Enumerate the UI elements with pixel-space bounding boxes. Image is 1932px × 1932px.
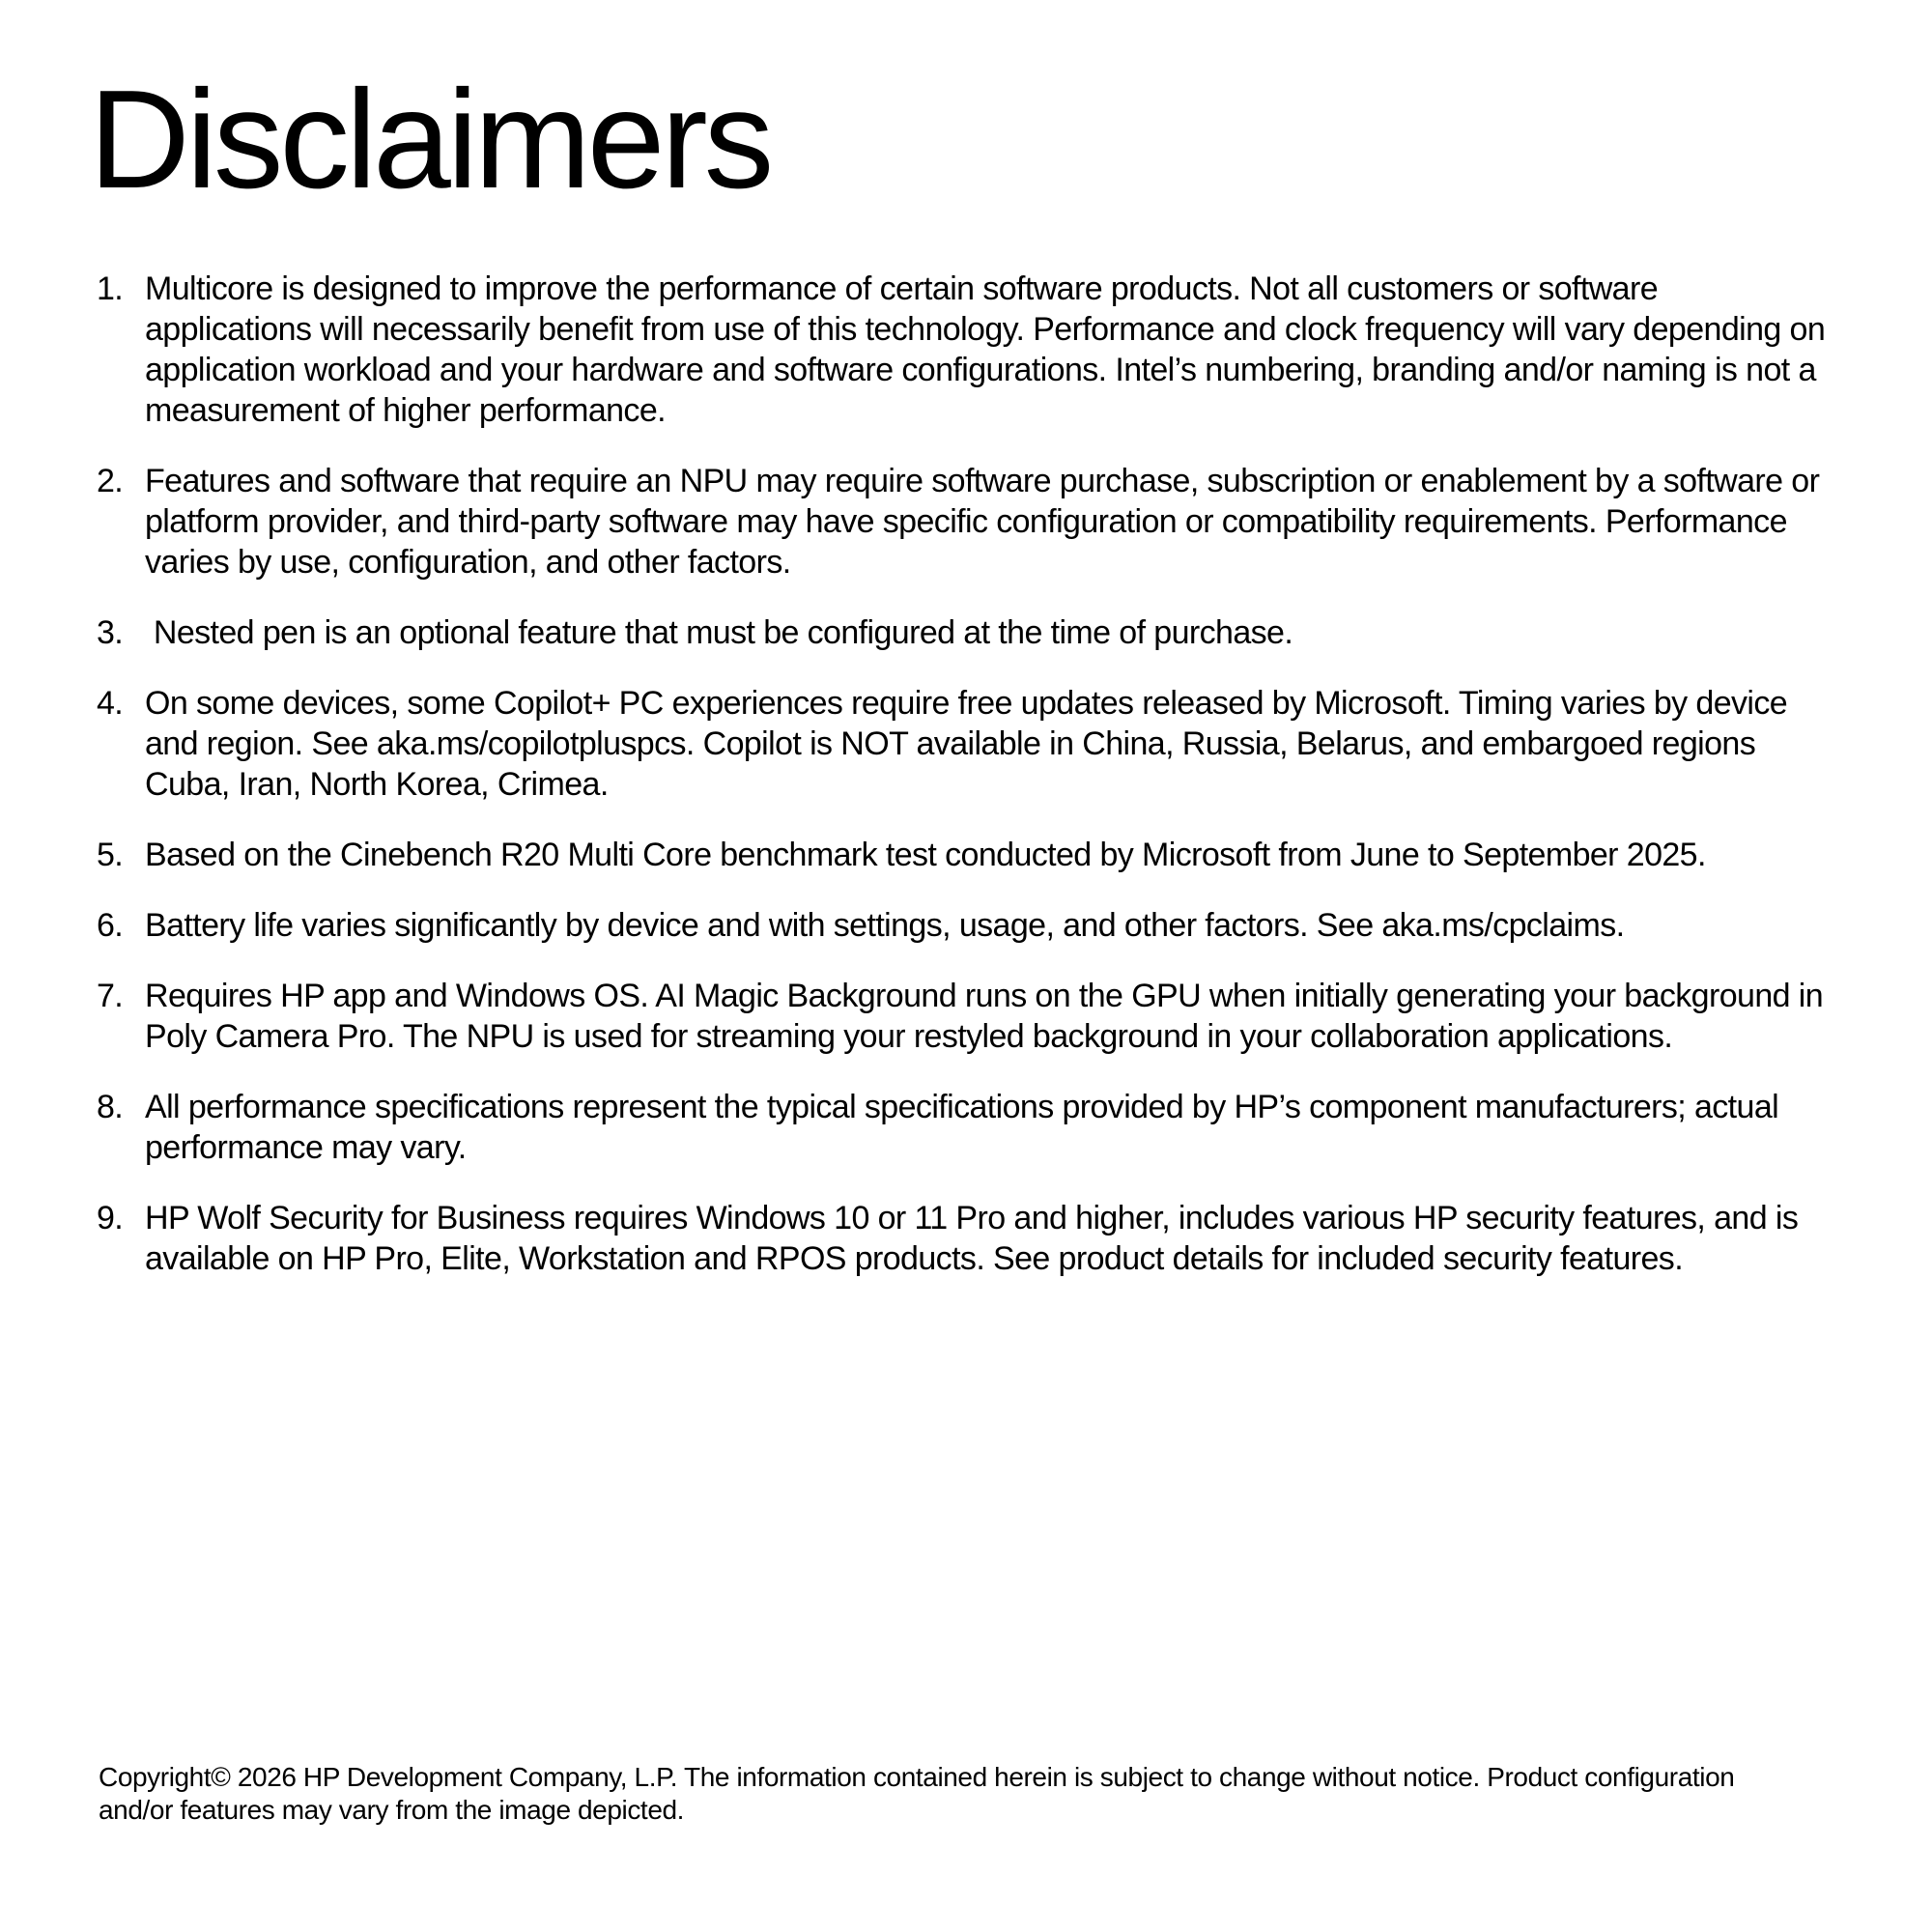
item-text: All performance specifications represent the typical specifications provided by HP’s component manufacturers; actual performance may vary.	[145, 1089, 1779, 1166]
disclaimer-item-9	[97, 1198, 1826, 1279]
item-number: 1.	[97, 270, 124, 307]
item-number: 3.	[97, 614, 124, 651]
disclaimer-item-5	[97, 835, 1826, 875]
page-title: Disclaimers	[89, 61, 771, 217]
item-number: 5.	[97, 837, 124, 873]
disclaimer-item-7	[97, 976, 1826, 1057]
disclaimer-item-6	[97, 905, 1826, 946]
item-text: Requires HP app and Windows OS. AI Magic Background runs on the GPU when initially generating your background in Poly Camera Pro. The NPU is used for streaming your restyled background in your collaboration applications.	[145, 978, 1824, 1055]
item-text: Based on the Cinebench R20 Multi Core benchmark test conducted by Microsoft from June to September 2025.	[145, 837, 1706, 873]
disclaimer-item-3	[97, 612, 1826, 653]
item-number: 8.	[97, 1089, 124, 1125]
disclaimer-item-2	[97, 461, 1826, 582]
item-text: Multicore is designed to improve the performance of certain software products. Not all customers or software applications will necessarily benefit from use of this technology. Performance and clock frequency will vary depending on application workload and your hardware and software configurations. Intel’s numbering, branding and/or naming is not a measurement of higher performance.	[145, 270, 1826, 429]
item-text: Features and software that require an NPU may require software purchase, subscription or enablement by a software or platform provider, and third-party software may have specific configuration or compatibility requirements. Performance varies by use, configuration, and other factors.	[145, 463, 1820, 581]
item-text: Battery life varies significantly by device and with settings, usage, and other factors. See aka.ms/cpclaims.	[145, 907, 1625, 944]
disclaimer-item-4	[97, 683, 1826, 805]
item-text: On some devices, some Copilot+ PC experiences require free updates released by Microsoft. Timing varies by device and region. See aka.ms/copilotpluspcs. Copilot is NOT available in China, Russia, Belarus, and embargoed regions Cuba, Iran, North Korea, Crimea.	[145, 685, 1788, 803]
item-number: 7.	[97, 978, 124, 1014]
item-number: 9.	[97, 1200, 124, 1236]
disclaimer-list	[97, 269, 1826, 1309]
item-number: 4.	[97, 685, 124, 722]
item-text: Nested pen is an optional feature that must be configured at the time of purchase.	[145, 614, 1293, 651]
disclaimer-item-8	[97, 1087, 1826, 1168]
item-number: 6.	[97, 907, 124, 944]
item-text: HP Wolf Security for Business requires Windows 10 or 11 Pro and higher, includes various HP security features, and is available on HP Pro, Elite, Workstation and RPOS products. See product details for included security features.	[145, 1200, 1799, 1277]
disclaimer-item-1	[97, 269, 1826, 431]
item-number: 2.	[97, 463, 124, 499]
copyright-notice: Copyright© 2026 HP Development Company, L.P. The information contained herein is subject to change without notice. Product configuration and/or features may vary from the image depicted.	[99, 1762, 1735, 1825]
